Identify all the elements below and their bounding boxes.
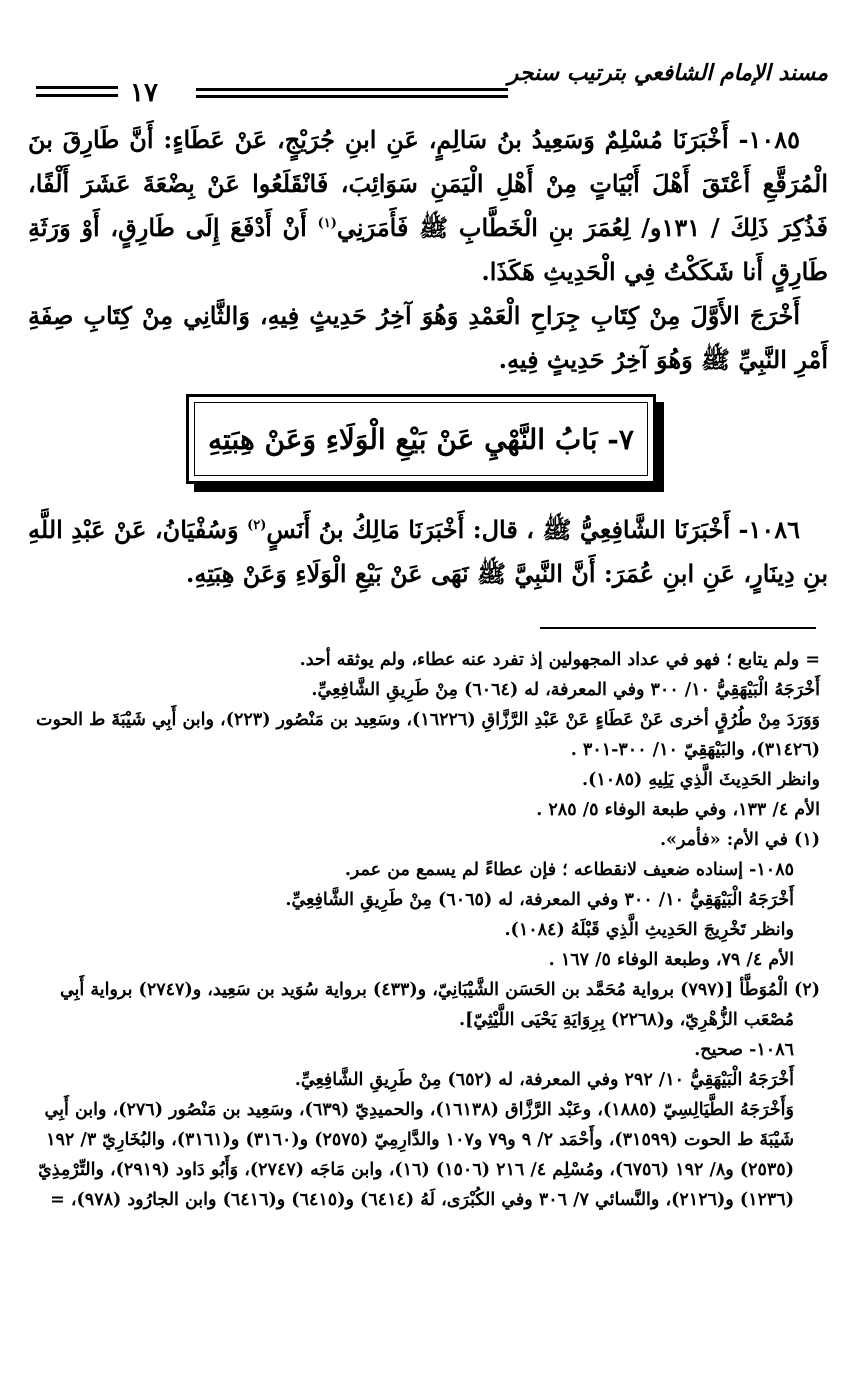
footnote-1-line: أَخْرَجَهُ الْبَيْهَقِيُّ ١٠/ ٣٠٠ وفي المعرفة، له (٦٠٦٥) مِنْ طَرِيقِ الشَّافِعِيِّ. [285,890,794,910]
footnote-1-marker: (١) [794,830,820,850]
hadith-1086-text-b: وَسُفْيَانُ، عَنْ عَبْدِ اللَّهِ بنِ دِينَارٍ، عَنِ ابنِ عُمَرَ: أَنَّ النَّبِيَّ ﷺ نَهَى عَنْ بَيْعِ الْوَلَاءِ وَعَنْ هِبَتِهِ. [28,515,828,588]
footnote-2-line: ١٠٨٦- صحيح. [694,1040,794,1060]
hadith-1086 [28,508,828,596]
running-title: مسند الإمام الشافعي بترتيب سنجر [507,60,828,86]
chapter-title: ٧- بَابُ النَّهْيِ عَنْ بَيْعِ الْوَلَاءِ وَعَنْ هِبَتِهِ [208,422,634,456]
page-number: ١٧ [130,78,158,108]
hadith-1085-block [28,118,828,382]
footnote-continued-line: وانظر الحَدِيثَ الَّذِي يَلِيهِ (١٠٨٥). [582,770,820,790]
hadith-1085-text-a: ١٠٨٥- أَخْبَرَنَا مُسْلِمٌ وَسَعِيدُ بنُ سَالِمٍ، عَنِ ابنِ جُرَيْجٍ، عَنْ عَطَاءٍ: أَنَّ طَارِقَ بنَ الْمُرَقَّعِ أَعْتَقَ أَهْلَ أَبْيَاتٍ مِنْ أَهْلِ الْيَمَنِ سَوَائِبَ، فَانْقَلَعُوا عَنْ بِضْعَةَ عَشَرَ أَلْفًا، فَذُكِرَ ذَلِكَ / ١٣١و/ لِعُمَرَ بنِ الْخَطَّابِ ﷺ فَأَمَرَنِي [28,125,829,242]
chapter-heading-box [186,394,656,484]
footnote-ref-2: (٢) [247,518,267,533]
footnote-1-line: وانظر تَخْرِيجَ الحَدِيثِ الَّذِي قَبْلَهُ (١٠٨٤). [504,920,794,940]
footnote-2-line: أَخْرَجَهُ الْبَيْهَقِيُّ ١٠/ ٢٩٢ وفي المعرفة، له (٦٥٢) مِنْ طَرِيقِ الشَّافِعِيِّ. [294,1070,794,1090]
footnote-1-text: في الأم: «فأمر». [659,830,788,850]
footnote-continued-line: = ولم يتابع ؛ فهو في عداد المجهولين إذ تفرد عنه عطاء، ولم يوثقه أحد. [299,650,820,670]
header-rule-right-top [196,88,508,91]
footnote-ref-1: (١) [317,216,337,231]
header-rule-left-bottom [36,94,118,97]
footnote-1 [26,825,820,855]
header-rule-right-bottom [196,95,508,98]
footnote-2-marker: (٢) [794,980,820,1000]
footnote-continued-line: أَخْرَجَهُ الْبَيْهَقِيُّ ١٠/ ٣٠٠ وفي المعرفة، له (٦٠٦٤) مِنْ طَرِيقِ الشَّافِعِيِّ. [311,680,820,700]
footnote-continued-line: الأم ٤/ ١٣٣، وفي طبعة الوفاء ٥/ ٢٨٥ . [536,800,820,820]
hadith-1086-block [28,508,828,596]
footnote-1-line: الأم ٤/ ٧٩، وطبعة الوفاء ٥/ ١٦٧ . [548,950,794,970]
header-rule-left-top [36,86,118,89]
footnote-separator [540,627,816,629]
footnote-continued-line: وَوَرَدَ مِنْ طُرُقٍ أخرى عَنْ عَطَاءٍ عَنْ عَبْدِ الرَّزَّاقِ (١٦٢٢٦)، وسَعِيد بن مَنْصُور (٢٢٣)، وابن أَبِي شَيْبَةَ ط الحوت (٣١٤٢٦)، والبَيْهَقِيّ ١٠/ ٣٠٠-٣٠١ . [35,710,820,760]
footnote-2 [26,975,820,1035]
takhrij-paragraph: أَخْرَجَ الأَوَّلَ مِنْ كِتَابِ جِرَاحِ الْعَمْدِ وَهُوَ آخِرُ حَدِيثٍ فِيهِ، وَالثَّانِي مِنْ كِتَابِ صِفَةِ أَمْرِ النَّبِيِّ ﷺ وَهُوَ آخِرُ حَدِيثٍ فِيهِ. [28,301,828,374]
hadith-1085-text-b: أَنْ أَدْفَعَ إِلَى طَارِقٍ، أَوْ وَرَثَةِ طَارِقٍ أَنا شَكَكْتُ فِي الْحَدِيثِ هَكَذَا. [28,213,828,286]
footnote-2-text: الْمُوَطَّأ [(٧٩٧) برواية مُحَمَّد بن الحَسَن الشَّيْبَانِيّ، و(٤٣٣) برواية سُوَيد بن سَعِيد، و(٢٧٤٧) برواية أَبِي مُصْعَب الزُّهْرِيّ، و(٢٢٦٨) بِرِوَايَةِ يَحْيَى اللَّيْثِيّ]. [59,980,794,1030]
hadith-1086-text-a: ١٠٨٦- أَخْبَرَنَا الشَّافِعِيُّ ﷺ ، قال: أَخْبَرَنَا مَالِكُ بنُ أَنَسٍ [266,515,801,544]
hadith-1085 [28,118,828,294]
footnotes [26,645,820,1215]
footnote-2-line: وَأَخْرَجَهُ الطَّيَالِسِيّ (١٨٨٥)، وعَبْد الرَّزَّاق (١٦١٣٨)، والحميدِيّ (٦٣٩)، وسَعِيد بن مَنْصُور (٢٧٦)، وابن أَبِي شَيْبَةَ ط الحوت (٣١٥٩٩)، وأَحْمَد ٢/ ٩ و٧٩ و١٠٧ والدَّارِمِيّ (٢٥٧٥) و(٣١٦٠) و(٣١٦١)، والبُخَارِيّ ٣/ ١٩٢ (٢٥٣٥) و٨/ ١٩٢ (٦٧٥٦)، ومُسْلِم ٤/ ٢١٦ (١٥٠٦) (١٦)، وابن مَاجَه (٢٧٤٧)، وَأَبُو دَاود (٢٩١٩)، والتِّرْمِذِيّ (١٢٣٦) و(٢١٢٦)، والنَّسائي ٧/ ٣٠٦ وفي الكُبْرَى، لَهُ (٦٤١٤) و(٦٤١٥) و(٦٤١٦) وابن الجارُود (٩٧٨)، = [38,1100,794,1210]
footnote-1-line: ١٠٨٥- إسناده ضعيف لانقطاعه ؛ فإن عطاءً لم يسمع من عمر. [344,860,794,880]
